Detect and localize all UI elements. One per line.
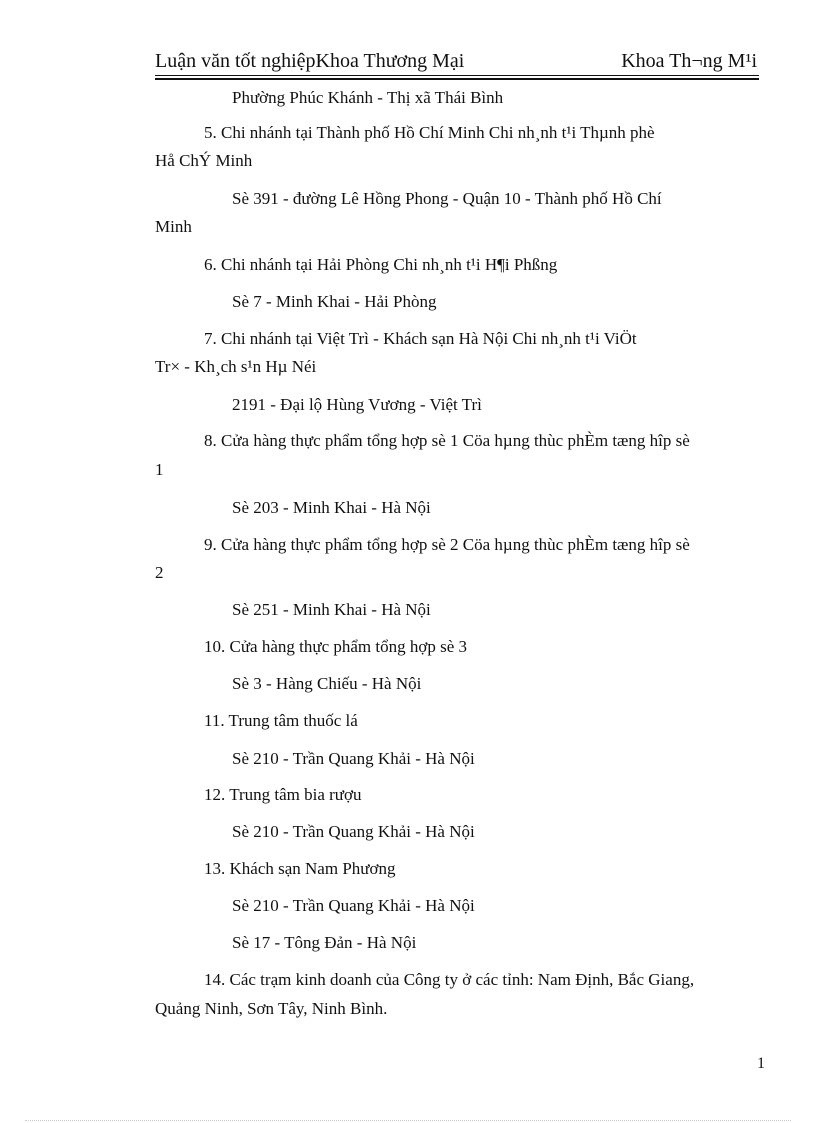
text-line: 5. Chi nhánh tại Thành phố Hồ Chí Minh Chi nh¸nh t¹i Thµnh phè bbox=[204, 123, 655, 142]
text-line: 6. Chi nhánh tại Hải Phòng Chi nh¸nh t¹i H¶i Phßng bbox=[204, 255, 558, 274]
text-line: 12. Trung tâm bia rượu bbox=[204, 785, 362, 804]
text-line: Sè 391 - đường Lê Hồng Phong - Quận 10 - Thành phố Hồ Chí bbox=[232, 189, 662, 208]
text-line: 8. Cửa hàng thực phẩm tổng hợp sè 1 Cöa hµng thùc phÈm tæng hîp sè bbox=[204, 431, 690, 450]
header-rule-thin bbox=[155, 75, 759, 76]
text-line: 7. Chi nhánh tại Việt Trì - Khách sạn Hà Nội Chi nh¸nh t¹i ViÖt bbox=[204, 329, 637, 348]
text-line: 14. Các trạm kinh doanh của Công ty ở các tỉnh: Nam Định, Bắc Giang, bbox=[204, 970, 695, 989]
text-line: Sè 210 - Trần Quang Khải - Hà Nội bbox=[232, 822, 475, 841]
page-bottom-divider bbox=[25, 1120, 791, 1121]
text-line: Tr× - Kh¸ch s¹n Hµ Néi bbox=[155, 357, 317, 376]
text-line: 13. Khách sạn Nam Phương bbox=[204, 859, 396, 878]
text-line: Sè 7 - Minh Khai - Hải Phòng bbox=[232, 292, 437, 311]
text-line: Sè 210 - Trần Quang Khải - Hà Nội bbox=[232, 749, 475, 768]
text-line: 2 bbox=[155, 563, 164, 582]
page-number: 1 bbox=[757, 1055, 765, 1072]
text-line: 2191 - Đại lộ Hùng Vương - Việt Trì bbox=[232, 395, 482, 414]
text-line: Quảng Ninh, Sơn Tây, Ninh Bình. bbox=[155, 999, 388, 1018]
text-line: Sè 203 - Minh Khai - Hà Nội bbox=[232, 498, 431, 517]
text-line: 9. Cửa hàng thực phẩm tổng hợp sè 2 Cöa hµng thùc phÈm tæng hîp sè bbox=[204, 535, 690, 554]
text-line: Sè 17 - Tông Đản - Hà Nội bbox=[232, 933, 417, 952]
header-rule-thick bbox=[155, 78, 759, 80]
header-right-title: Khoa Th¬ng M¹i bbox=[621, 50, 757, 72]
page-header bbox=[155, 50, 759, 76]
text-line: 11. Trung tâm thuốc lá bbox=[204, 711, 358, 730]
text-line: 1 bbox=[155, 460, 164, 479]
text-line: Minh bbox=[155, 217, 192, 236]
text-line: 10. Cửa hàng thực phẩm tổng hợp sè 3 bbox=[204, 637, 468, 656]
text-line: Sè 3 - Hàng Chiếu - Hà Nội bbox=[232, 674, 422, 693]
text-line: Hå ChÝ Minh bbox=[155, 151, 253, 170]
text-line: Phường Phúc Khánh - Thị xã Thái Bình bbox=[232, 88, 504, 107]
header-left-title: Luận văn tốt nghiệpKhoa Thương Mại bbox=[155, 50, 465, 72]
text-line: Sè 251 - Minh Khai - Hà Nội bbox=[232, 600, 431, 619]
text-line: Sè 210 - Trần Quang Khải - Hà Nội bbox=[232, 896, 475, 915]
